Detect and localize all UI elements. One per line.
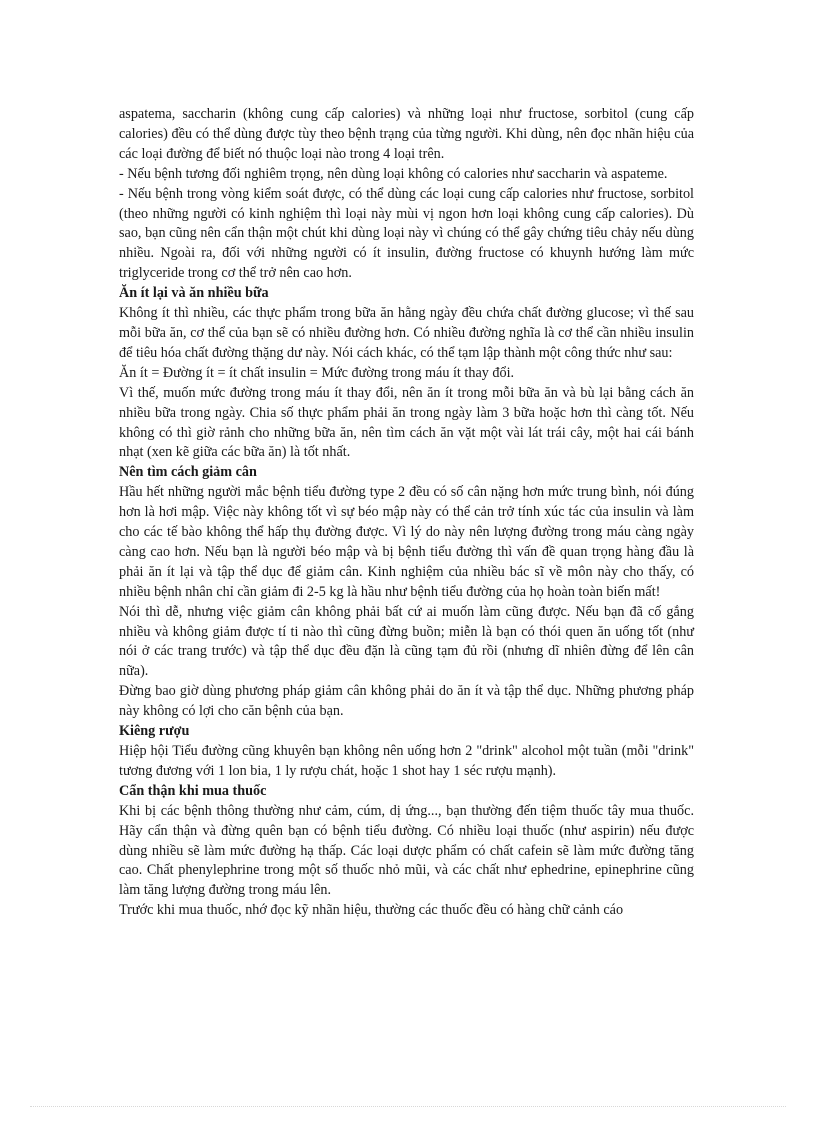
weight-paragraph: Nói thì dễ, nhưng việc giảm cân không phải bất cứ ai muốn làm cũng được. Nếu bạn đã cố gắng nhiều và không giảm được tí ti nào thì cũng đừng buồn; miễn là bạn có thói quen ăn uống tốt (như nói ở các trang trước) và tập thể dục đều đặn là cũng tạm đủ rồi (nhưng dĩ nhiên đừng để lên cân nữa). [119,603,694,680]
intro-bullet-controlled: - Nếu bệnh trong vòng kiểm soát được, có thể dùng các loại cung cấp calories như fructose, sorbitol (theo những người có kinh nghiệm thì loại này mùi vị ngon hơn loại không cung cấp calories). Dù sao, bạn cũng nên cẩn thận một chút khi dùng loại này vì chúng có thể gây chứng tiêu chảy nếu dùng nhiều. Ngoài ra, đối với những người có ít insulin, đường fructose có khuynh hướng làm mức triglyceride trong cơ thể trở nên cao hơn. [119,185,694,282]
heading-medicine: Cẩn thận khi mua thuốc [119,782,267,799]
alcohol-paragraph: Hiệp hội Tiểu đường cũng khuyên bạn không nên uống hơn 2 "drink" alcohol một tuần (mỗi "drink" tương đương với 1 lon bia, 1 ly rượu chát, hoặc 1 shot hay 1 séc rượu mạnh). [119,743,694,779]
page-bottom-divider [30,1106,786,1107]
heading-alcohol: Kiêng rượu [119,723,190,740]
weight-paragraph: Hầu hết những người mắc bệnh tiểu đường type 2 đều có số cân nặng hơn mức trung bình, nói đúng hơn là hơi mập. Việc này không tốt vì sự béo mập này có thể cản trở tính xúc tác của insulin và làm cho các tế bào không thể hấp thụ đường được. Vì lý do này nên lượng đường trong máu càng ngày càng cao hơn. Nếu bạn là người béo mập và bị bệnh tiểu đường thì vấn đề quan trọng hàng đầu là phải ăn ít lại và tập thể dục để giảm cân. Kinh nghiệm của nhiều bác sĩ về môn này cho thấy, có nhiều bệnh nhân chỉ cần giảm đi 2-5 kg là hầu như bệnh tiểu đường của họ hoàn toàn biến mất! [119,484,694,600]
intro-paragraph: aspatema, saccharin (không cung cấp calories) và những loại như fructose, sorbitol (cung cấp calories) đều có thể dùng được tùy theo bệnh trạng của từng người. Khi dùng, nên đọc nhãn hiệu của các loại đường để biết nó thuộc loại nào trong 4 loại trên. [119,106,694,162]
document-page [119,105,694,921]
heading-eat-less: Ăn ít lại và ăn nhiều bữa [119,285,269,302]
eat-less-paragraph: Vì thế, muốn mức đường trong máu ít thay đổi, nên ăn ít trong mỗi bữa ăn và bù lại bằng cách ăn nhiều bữa trong ngày. Chia số thực phẩm phải ăn trong ngày làm 3 bữa hoặc hơn thì càng tốt. Nếu không có thì giờ rảnh cho những bữa ăn, nên tìm cách ăn vặt một vài lát trái cây, một hai cái bánh nhạt (xen kẽ giữa các bữa ăn) là tốt nhất. [119,384,694,461]
intro-bullet-severe: - Nếu bệnh tương đối nghiêm trọng, nên dùng loại không có calories như saccharin và aspateme. [119,165,668,182]
medicine-paragraph: Trước khi mua thuốc, nhớ đọc kỹ nhãn hiệu, thường các thuốc đều có hàng chữ cảnh cáo [119,902,624,919]
weight-paragraph: Đừng bao giờ dùng phương pháp giảm cân không phải do ăn ít và tập thể dục. Những phương pháp này không có lợi cho căn bệnh của bạn. [119,683,694,720]
heading-weight: Nên tìm cách giảm cân [119,464,257,481]
eat-less-formula: Ăn ít = Đường ít = ít chất insulin = Mức đường trong máu ít thay đổi. [119,364,515,381]
medicine-paragraph: Khi bị các bệnh thông thường như cảm, cúm, dị ứng..., bạn thường đến tiệm thuốc tây mua thuốc. Hãy cẩn thận và đừng quên bạn có bệnh tiểu đường. Có nhiều loại thuốc (như aspirin) nếu được dùng nhiều sẽ làm mức đường hạ thấp. Các loại dược phẩm có chất cafein sẽ làm mức đường tăng cao. Chất phenylephrine trong một số thuốc nhỏ mũi, và các chất như ephedrine, epinephrine cũng làm tăng lượng đường trong máu lên. [119,802,694,899]
eat-less-paragraph: Không ít thì nhiều, các thực phẩm trong bữa ăn hằng ngày đều chứa chất đường glucose; vì thế sau mỗi bữa ăn, cơ thể của bạn sẽ có nhiều đường hơn. Có nhiều đường nghĩa là cơ thể cần nhiều insulin để tiêu hóa chất đường thặng dư này. Nói cách khác, có thể tạm lập thành một công thức như sau: [119,305,694,361]
